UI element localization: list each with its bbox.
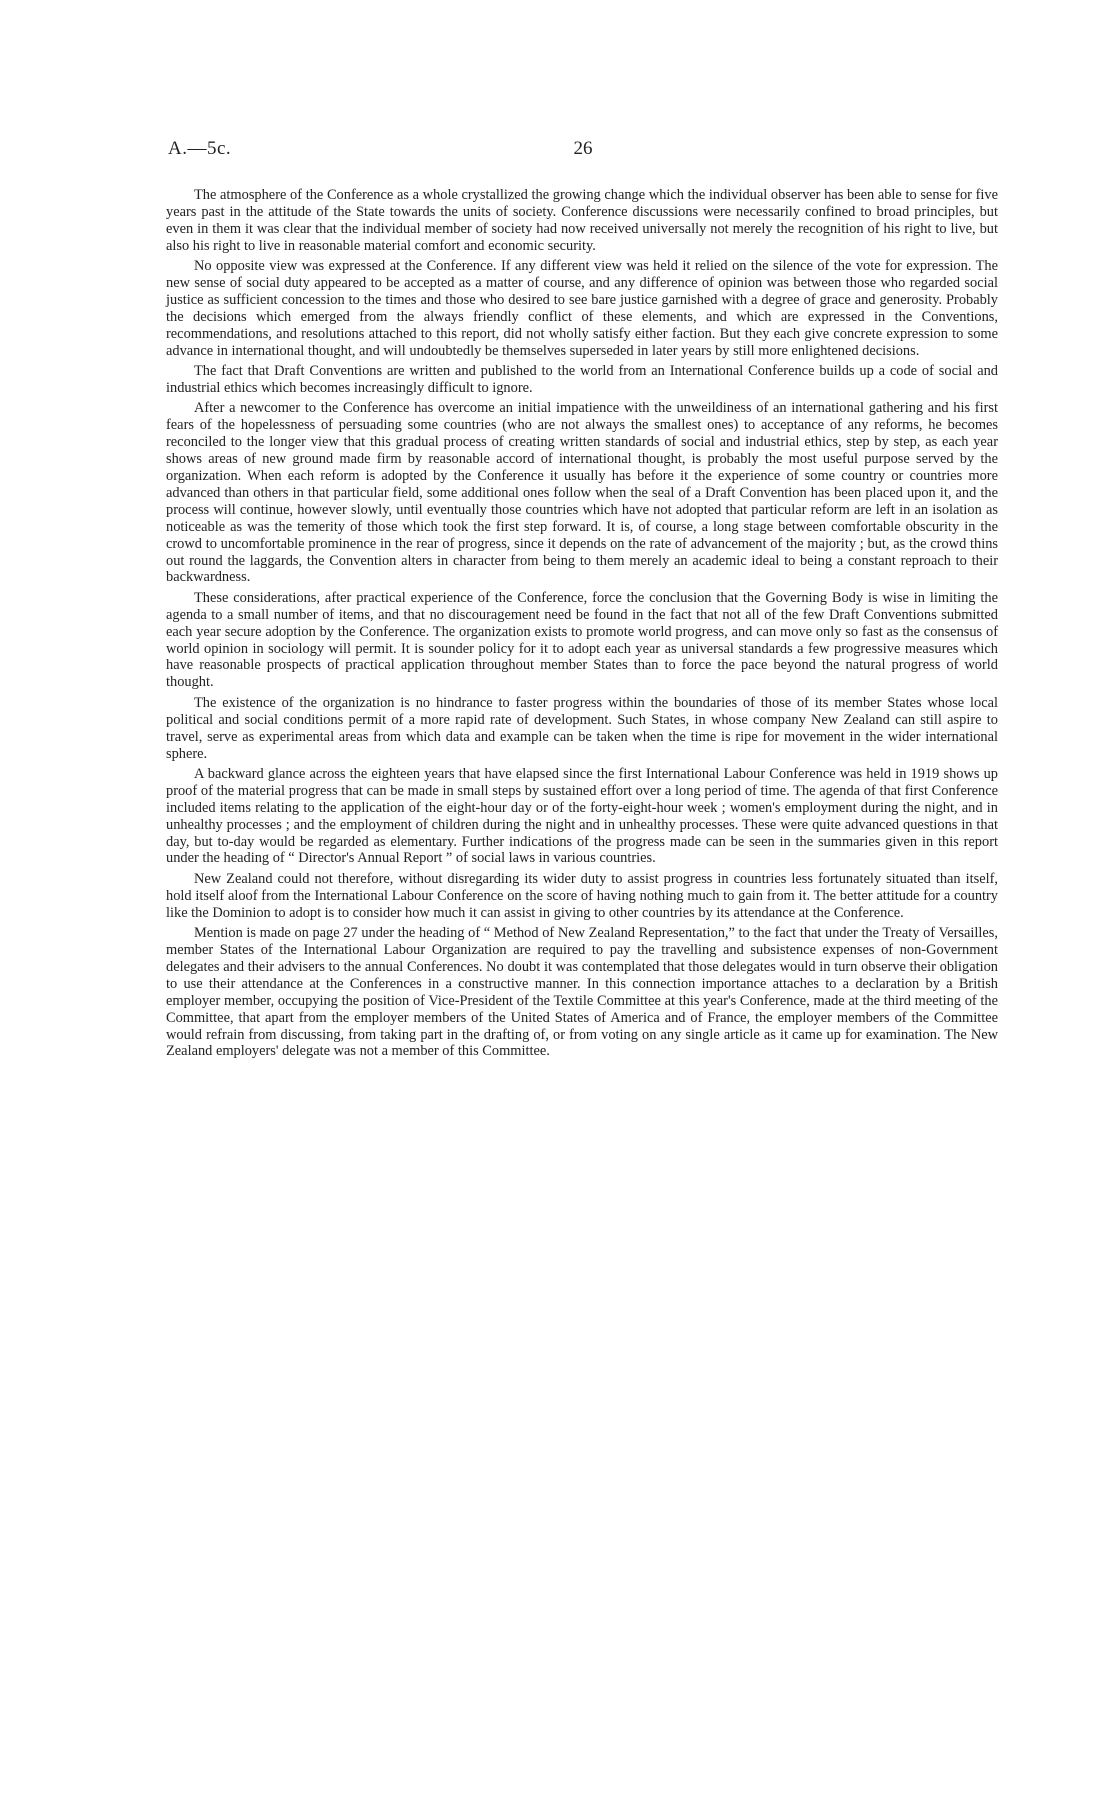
paragraph-draft-conventions: The fact that Draft Conventions are written and published to the world from an International Conference builds up a code of social and industrial ethics which becomes increasingly difficult to ignore. bbox=[166, 363, 998, 396]
page-number: 26 bbox=[573, 138, 593, 159]
page-header bbox=[168, 138, 998, 168]
paragraph-backward-glance: A backward glance across the eighteen years that have elapsed since the first International Labour Conference was held in 1919 shows up proof of the material progress that can be made in small steps by sustained effort over a long period of time. The agenda of that first Conference included items relating to the application of the eight-hour day or of the forty-eight-hour week ; women's employment during the night, and in unhealthy processes ; and the employment of children during the night and in unhealthy processes. These were quite advanced questions in that day, but to-day would be regarded as elementary. Further indications of the progress made can be seen in the summaries given in this report under the heading of “ Director's Annual Report ” of social laws in various countries. bbox=[166, 765, 998, 867]
paragraph-new-zealand: New Zealand could not therefore, without disregarding its wider duty to assist progress in countries less fortunately situated than itself, hold itself aloof from the International Labour Conference on the score of having nothing much to gain from it. The better attitude for a country like the Dominion to adopt is to consider how much it can assist in giving to other countries by its attendance at the Conference. bbox=[166, 870, 998, 921]
document-reference: A.—5c. bbox=[168, 138, 232, 159]
paragraph-atmosphere: The atmosphere of the Conference as a whole crystallized the growing change which the individual observer has been able to sense for five years past in the attitude of the State towards the units of society. Conference discussions were necessarily confined to broad principles, but even in them it was clear that the individual member of society had now received universally not merely the recognition of his right to live, but also his right to live in reasonable material comfort and economic security. bbox=[166, 187, 998, 254]
paragraph-newcomer: After a newcomer to the Conference has overcome an initial impatience with the unweildiness of an international gathering and his first fears of the hopelessness of persuading some countries (who are not always the smallest ones) to acceptance of any reforms, he becomes reconciled to the longer view that this gradual process of creating written standards of social and industrial ethics, step by step, as each year shows areas of new ground made firm by reasonable accord of international thought, is probably the most useful purpose served by the organization. When each reform is adopted by the Conference it usually has before it the experience of some country or countries more advanced than others in that particular field, some additional ones follow when the seal of a Draft Convention has been placed upon it, and the process will continue, however slowly, until eventually those countries which have not adopted that particular reform are left in an isolation as noticeable as was the temerity of those which took the first step forward. It is, of course, a long stage between comfortable obscurity in the crowd to uncomfortable prominence in the rear of progress, since it depends on the rate of advancement of the majority ; but, as the crowd thins out round the laggards, the Convention alters in character from being to them merely an academic ideal to being a constant reproach to their backwardness. bbox=[166, 400, 998, 586]
paragraph-mention: Mention is made on page 27 under the heading of “ Method of New Zealand Representation,” to the fact that under the Treaty of Versailles, member States of the International Labour Organization are required to pay the travelling and subsistence expenses of non-Government delegates and their advisers to the annual Conferences. No doubt it was contemplated that those delegates would in turn observe their obligation to use their attendance at the Conferences in a constructive manner. In this connection importance attaches to a declaration by a British employer member, occupying the position of Vice-President of the Textile Committee at this year's Conference, made at the third meeting of the Committee, that apart from the employer members of the United States of America and of France, the employer members of the Committee would refrain from discussing, from taking part in the drafting of, or from voting on any single article as it came up for examination. The New Zealand employers' delegate was not a member of this Committee. bbox=[166, 925, 998, 1060]
paragraph-no-opposite-view: No opposite view was expressed at the Conference. If any different view was held it relied on the silence of the vote for expression. The new sense of social duty appeared to be accepted as a matter of course, and any difference of opinion was between those who regarded social justice as sufficient concession to the times and those who desired to see bare justice garnished with a degree of grace and generosity. Probably the decisions which emerged from the always friendly conflict of these elements, and which are expressed in the Conventions, recommendations, and resolutions attached to this report, did not wholly satisfy either faction. But they each give concrete expression to some advance in international thought, and will undoubtedly be themselves superseded in later years by still more enlightened decisions. bbox=[166, 258, 998, 359]
report-body bbox=[166, 187, 998, 1064]
paragraph-considerations: These considerations, after practical experience of the Conference, force the conclusion that the Governing Body is wise in limiting the agenda to a small number of items, and that no discouragement need be found in the fact that not all of the few Draft Conventions submitted each year secure adoption by the Conference. The organization exists to promote world progress, and can move only so fast as the consensus of world opinion in sociology will permit. It is sounder policy for it to adopt each year as universal standards a few progressive measures which have reasonable prospects of practical application throughout member States than to force the pace beyond the natural progress of world thought. bbox=[166, 589, 998, 691]
paragraph-existence: The existence of the organization is no hindrance to faster progress within the boundaries of those of its member States whose local political and social conditions permit of a more rapid rate of development. Such States, in whose company New Zealand can still aspire to travel, serve as experimental areas from which data and example can be taken when the time is ripe for movement in the wider international sphere. bbox=[166, 694, 998, 762]
